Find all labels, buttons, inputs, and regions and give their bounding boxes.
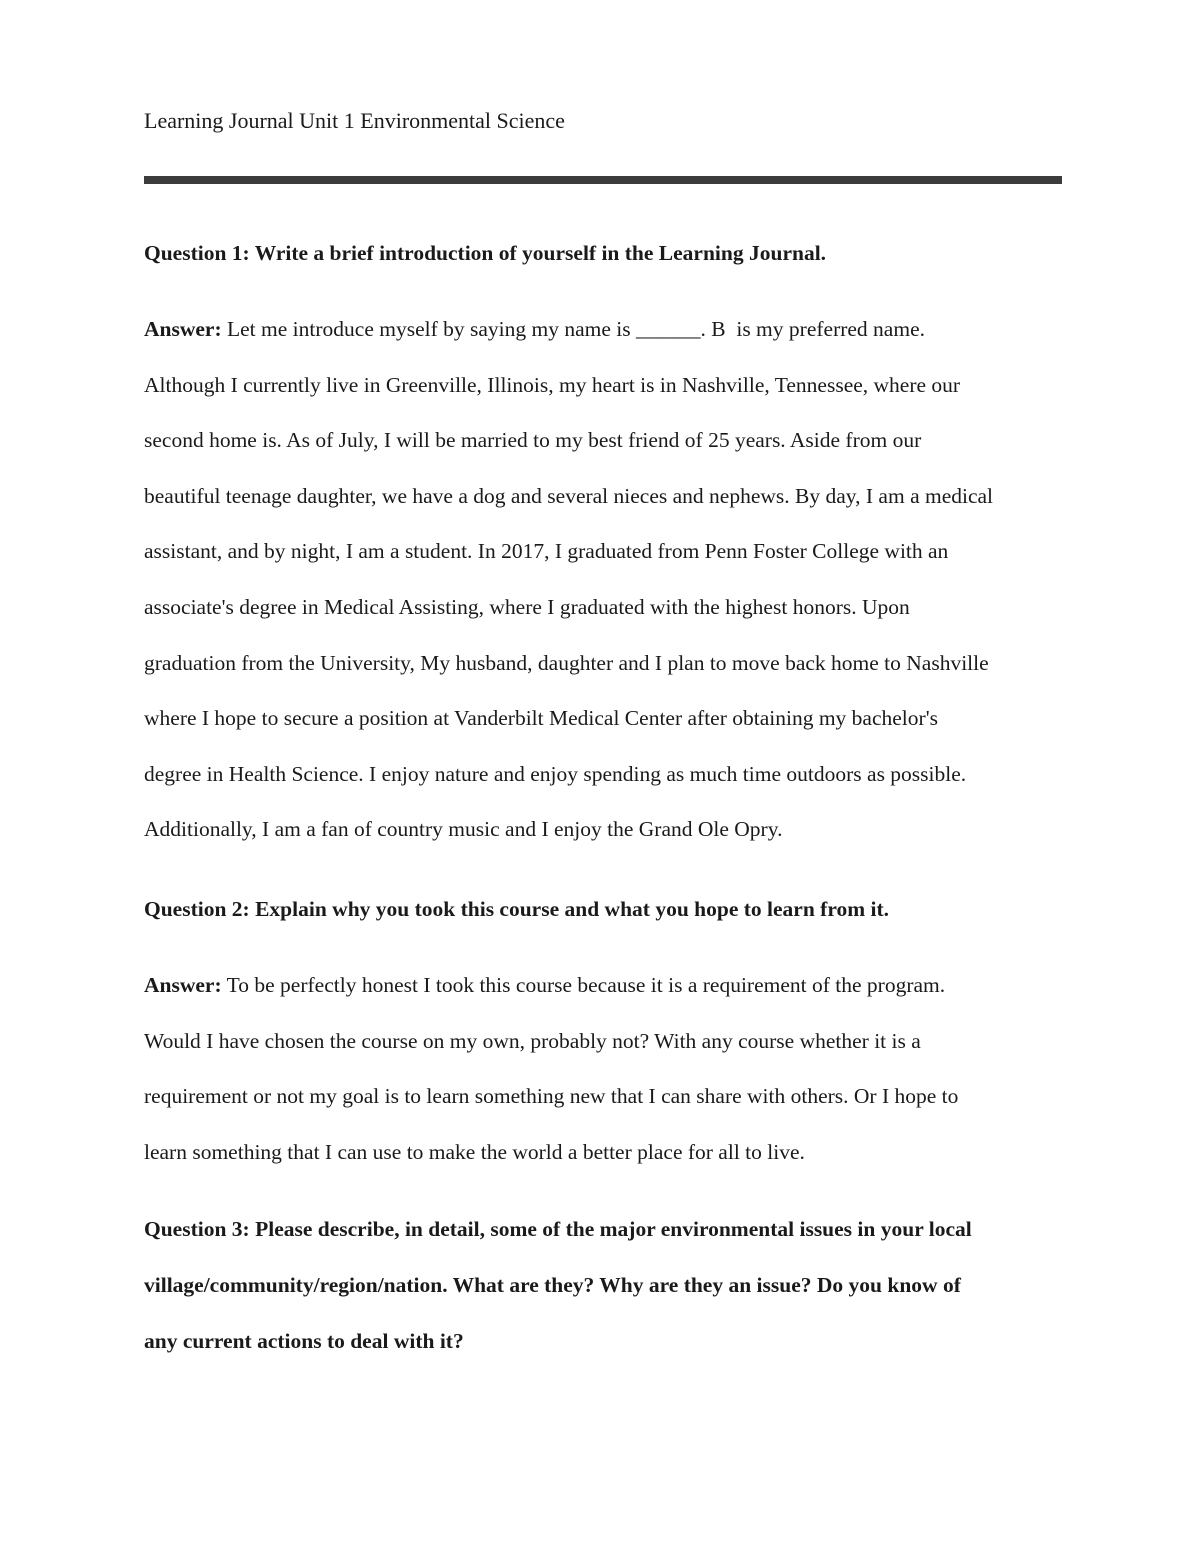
question-3-line: village/community/region/nation. What are they? Why are they an issue? Do you know of	[144, 1273, 961, 1297]
question-3-line: Question 3: Please describe, in detail, some of the major environmental issues in your local	[144, 1217, 972, 1241]
answer-2-first-line	[144, 958, 1062, 1014]
answer-1-line: Although I currently live in Greenville, Illinois, my heart is in Nashville, Tennessee, where our	[144, 372, 961, 397]
answer-1-line: degree in Health Science. I enjoy nature and enjoy spending as much time outdoors as possible.	[144, 761, 967, 786]
answer-1	[144, 302, 1062, 858]
answer-1-first-text: Let me introduce myself by saying my name is ______. B is my preferred name.	[221, 317, 925, 341]
answer-1-line: beautiful teenage daughter, we have a dog and several nieces and nephews. By day, I am a medical	[144, 483, 994, 508]
document-header-title: Learning Journal Unit 1 Environmental Science	[144, 108, 565, 133]
question-1	[144, 225, 1062, 281]
question-1-line: Question 1: Write a brief introduction of yourself in the Learning Journal.	[144, 241, 827, 265]
answer-2-line: requirement or not my goal is to learn something new that I can share with others. Or I hope to	[144, 1084, 959, 1109]
question-3-line: any current actions to deal with it?	[144, 1329, 464, 1353]
answer-2-line: learn something that I can use to make the world a better place for all to live.	[144, 1139, 805, 1164]
answer-1-line: assistant, and by night, I am a student. In 2017, I graduated from Penn Foster College with an	[144, 539, 949, 564]
answer-2	[144, 958, 1062, 1180]
question-2	[144, 881, 1062, 937]
answer-2-first-text: To be perfectly honest I took this course because it is a requirement of the program.	[226, 973, 946, 997]
answer-1-first-line	[144, 302, 1062, 358]
answer-1-line: associate's degree in Medical Assisting, where I graduated with the highest honors. Upon	[144, 594, 910, 619]
answer-2-line: Would I have chosen the course on my own, probably not? With any course whether it is a	[144, 1028, 921, 1053]
answer-1-line: where I hope to secure a position at Vanderbilt Medical Center after obtaining my bachelor's	[144, 706, 938, 731]
header-divider	[144, 176, 1062, 184]
answer-1-line: Additionally, I am a fan of country music and I enjoy the Grand Ole Opry.	[144, 817, 783, 842]
question-3	[144, 1201, 1062, 1369]
answer-1-line: second home is. As of July, I will be married to my best friend of 25 years. Aside from our	[144, 428, 922, 453]
answer-label: Answer:	[144, 973, 222, 997]
question-2-line: Question 2: Explain why you took this course and what you hope to learn from it.	[144, 897, 890, 921]
answer-1-line: graduation from the University, My husband, daughter and I plan to move back home to Nashville	[144, 650, 989, 675]
answer-label: Answer:	[144, 317, 222, 341]
